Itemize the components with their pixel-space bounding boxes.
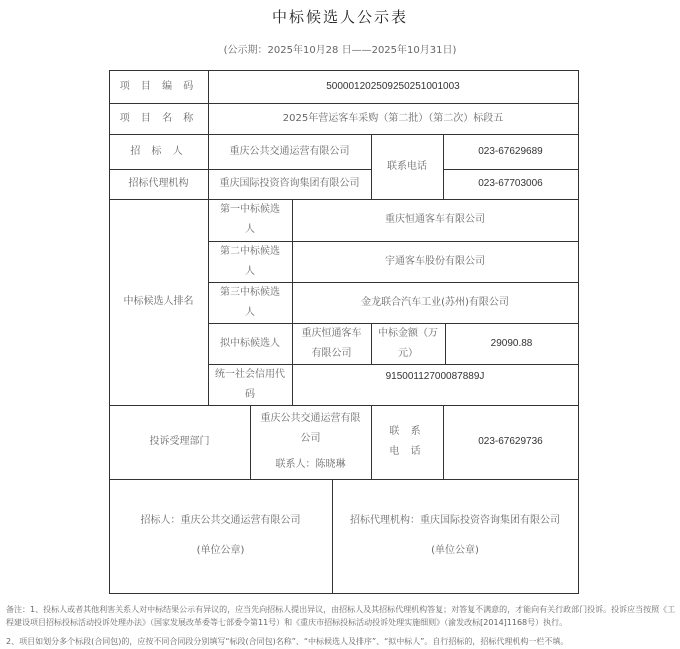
- complaint-label: 投诉受理部门: [109, 405, 251, 480]
- complaint-phone-label: 联 系 电 话: [371, 405, 444, 480]
- agency-signature-cell: [332, 479, 579, 594]
- complaint-dept: 重庆公共交通运营有限公司: [260, 413, 361, 444]
- complaint-dept-cell: [250, 405, 372, 480]
- credit-label: 统一社会信用代码: [208, 364, 293, 406]
- agency-seal: (单位公章): [431, 545, 479, 556]
- project-code: 500001202509250251001003: [208, 70, 579, 104]
- tenderer: 重庆公共交通运营有限公司: [208, 134, 372, 170]
- project-code-label: 项 目 编 码: [109, 70, 209, 104]
- third-candidate: 金龙联合汽车工业(苏州)有限公司: [292, 282, 579, 324]
- second-label: 第二中标候选人: [208, 241, 293, 283]
- tenderer-seal: (单位公章): [196, 545, 245, 556]
- agency-label: 招标代理机构: [109, 169, 209, 200]
- complaint-phone: 023-67629736: [443, 405, 579, 480]
- first-label: 第一中标候选人: [208, 199, 293, 242]
- third-label: 第三中标候选人: [208, 282, 293, 324]
- complaint-contact: 联系人：陈晓琳: [275, 459, 346, 470]
- phone-label: 联系电话: [371, 134, 444, 200]
- ranking-label: 中标候选人排名: [109, 199, 209, 406]
- tenderer-signature-cell: [109, 479, 333, 594]
- publicity-period: (公示期：2025年10月28 日——2025年10月31日): [223, 45, 457, 56]
- amount-label: 中标金额（万元）: [371, 323, 446, 365]
- project-name: 2025年营运客车采购（第二批）（第二次）标段五: [208, 103, 579, 135]
- agency-phone: 023-67703006: [443, 169, 579, 200]
- proposed-candidate: 重庆恒通客车有限公司: [292, 323, 372, 365]
- tenderer-phone: 023-67629689: [443, 134, 579, 170]
- credit-code: 91500112700087889J: [292, 364, 579, 406]
- sign-tenderer: 招标人：重庆公共交通运营有限公司: [140, 515, 301, 526]
- tenderer-label: 招 标 人: [109, 134, 209, 170]
- proposed-label: 拟中标候选人: [208, 323, 293, 365]
- sign-agency: 招标代理机构：重庆国际投资咨询集团有限公司: [350, 515, 560, 526]
- note-1: 备注：1、投标人或者其他利害关系人对中标结果公示有异议的，应当先向招标人提出异议，由招标人及其招标代理机构答复；对答复不满意的，才能向有关行政部门投诉。投诉应当按照《工程建设项目招标投标活动投诉处理办法》（国家发展改革委等七部委令第11号）和《重庆市招标投标活动投诉处理实施细则》（渝发改标[2014]1168号）执行。: [6, 605, 676, 627]
- agency: 重庆国际投资咨询集团有限公司: [208, 169, 372, 200]
- project-name-label: 项 目 名 称: [109, 103, 209, 135]
- second-candidate: 宇通客车股份有限公司: [292, 241, 579, 283]
- page-title: 中标候选人公示表: [271, 8, 408, 26]
- first-candidate: 重庆恒通客车有限公司: [292, 199, 579, 242]
- note-2: 2、项目如划分多个标段(合同包)的，应按不同合同段分别填写“标段(合同包)名称”、“中标候选人及排序”、“拟中标人”。自行招标的，招标代理机构一栏不填。: [6, 637, 569, 646]
- bid-amount: 29090.88: [445, 323, 579, 365]
